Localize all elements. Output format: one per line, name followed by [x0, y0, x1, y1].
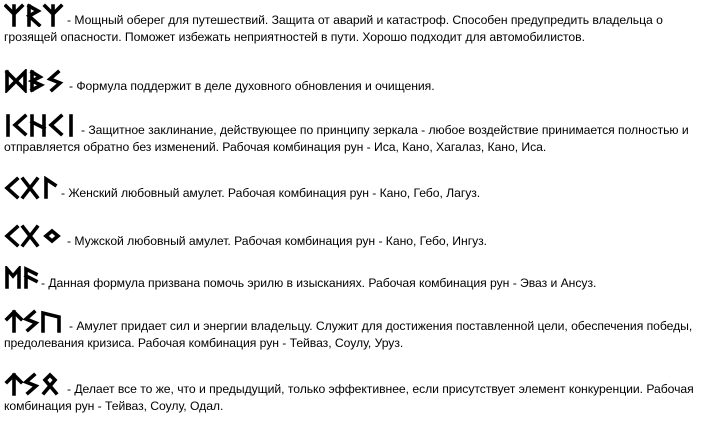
rune-entry-7 [4, 309, 704, 352]
ehwaz-ansuz-runes-icon [4, 266, 40, 290]
rune-entry-5 [4, 224, 704, 250]
algiz-raido-algiz-runes-icon [4, 3, 66, 27]
rune-glyphs [4, 266, 40, 290]
entry-description: - Амулет придает сил и энергии владельцу. Служит для достижения поставленной цели, обеспечения победы, предолевания кризиса. Рабочая комбинация рун - Тейваз, Соулу, Уруз. [4, 319, 693, 350]
rune-glyphs [4, 309, 68, 333]
entry-description: - Мужской любовный амулет. Рабочая комбинация рун - Кано, Гебо, Ингуз. [67, 234, 488, 248]
tiwaz-sowilo-othala-runes-icon [4, 372, 66, 396]
rune-entry-3 [4, 113, 704, 156]
rune-glyphs [4, 372, 66, 396]
kenaz-gebo-ingwaz-runes-icon [4, 224, 66, 248]
dagaz-berkano-sowilo-runes-icon [4, 69, 68, 93]
rune-entry-6 [4, 266, 704, 292]
entry-description: - Делает все то же, что и предыдущий, только эффективнее, если присутствует элемент конкуренции. Рабочая комбинация рун - Тейваз, Соулу, Одал. [4, 382, 694, 413]
rune-glyphs [4, 176, 60, 200]
entry-description: - Данная формула призвана помочь эрилю в изысканиях. Рабочая комбинация рун - Эваз и Ансуз. [41, 276, 597, 290]
rune-entry-1 [4, 3, 704, 46]
kenaz-gebo-laguz-runes-icon [4, 176, 60, 200]
entry-description: - Мощный оберег для путешествий. Защита от аварий и катастроф. Способен предупредить владельца о грозящей опасности. Поможет избежать неприятностей в пути. Хорошо подходит для автомобилистов. [4, 13, 663, 44]
rune-glyphs [4, 224, 66, 248]
rune-glyphs [4, 113, 80, 137]
rune-entry-4 [4, 176, 704, 202]
rune-glyphs [4, 3, 66, 27]
rune-entry-8 [4, 372, 704, 415]
rune-entry-2 [4, 69, 704, 95]
entry-description: - Женский любовный амулет. Рабочая комбинация рун - Кано, Гебо, Лагуз. [61, 186, 481, 200]
entry-description: - Защитное заклинание, действующее по принципу зеркала - любое воздействие принимается полностью и отправляется обратно без изменений. Рабочая комбинация рун - Иса, Кано, Хагалаз, Кано, Иса. [4, 123, 689, 154]
rune-glyphs [4, 69, 68, 93]
isa-kenaz-hagalaz-kenaz-isa-runes-icon [4, 113, 80, 137]
entry-description: - Формула поддержит в деле духовного обновления и очищения. [69, 79, 435, 93]
tiwaz-sowilo-uruz-runes-icon [4, 309, 68, 333]
